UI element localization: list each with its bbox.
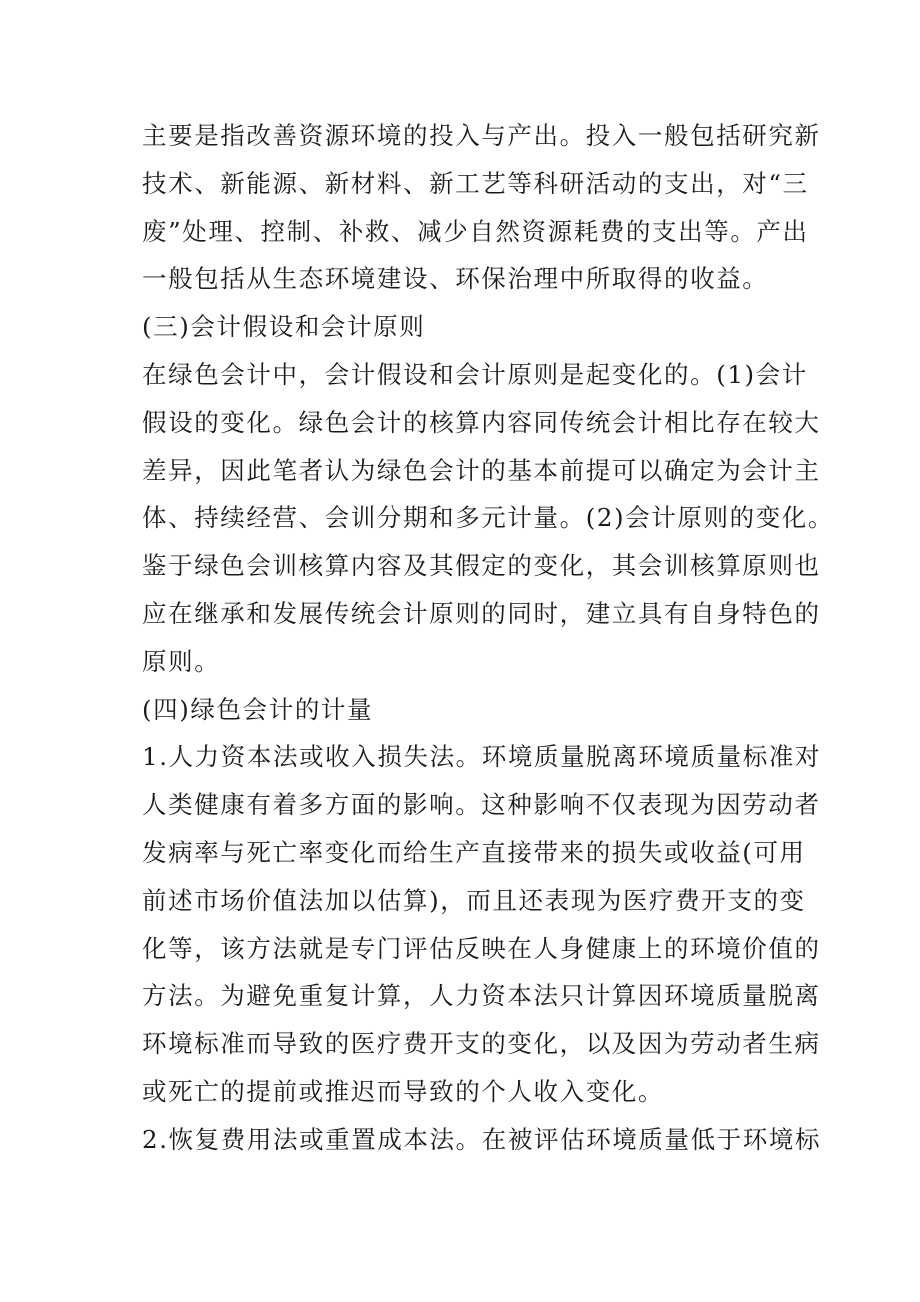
section-heading: (三)会计假设和会计原则 (142, 312, 426, 342)
paragraph-line: 1.人力资本法或收入损失法。环境质量脱离环境质量标准对 (142, 742, 822, 772)
paragraph-line: 原则。 (142, 646, 221, 676)
paragraph-line: 环境标准而导致的医疗费开支的变化，以及因为劳动者生病 (142, 1029, 821, 1059)
paragraph-line: 假设的变化。绿色会计的核算内容同传统会计相比存在较大 (142, 407, 821, 437)
section-heading: (四)绿色会计的计量 (142, 694, 374, 724)
paragraph-line: 体、持续经营、会训分期和多元计量。(2)会计原则的变化。 (142, 503, 835, 533)
paragraph-line: 应在继承和发展传统会计原则的同时，建立具有自身特色的 (142, 598, 821, 628)
paragraph-line: 差异，因此笔者认为绿色会计的基本前提可以确定为会计主 (142, 455, 821, 485)
paragraph-line: 方法。为避免重复计算，人力资本法只计算因环境质量脱离 (142, 981, 821, 1011)
paragraph-line: 人类健康有着多方面的影响。这种影响不仅表现为因劳动者 (142, 790, 821, 820)
paragraph-line: 在绿色会计中，会计假设和会计原则是起变化的。(1)会计 (142, 359, 808, 389)
paragraph-line: 主要是指改善资源环境的投入与产出。投入一般包括研究新 (142, 121, 821, 150)
paragraph-line: 发病率与死亡率变化而给生产直接带来的损失或收益(可用 (142, 837, 806, 867)
paragraph-line: 2.恢复费用法或重置成本法。在被评估环境质量低于环境标 (142, 1124, 822, 1154)
paragraph-line: 化等，该方法就是专门评估反映在人身健康上的环境价值的 (142, 933, 821, 963)
paragraph-line: 前述市场价值法加以估算)，而且还表现为医疗费开支的变 (142, 885, 806, 915)
paragraph-line: 技术、新能源、新材料、新工艺等科研活动的支出，对“三 (142, 168, 809, 198)
paragraph-line: 或死亡的提前或推迟而导致的个人收入变化。 (142, 1076, 664, 1106)
paragraph-line: 一般包括从生态环境建设、环保治理中所取得的收益。 (142, 264, 769, 294)
paragraph-line: 废”处理、控制、补救、减少自然资源耗费的支出等。产出 (142, 216, 809, 246)
paragraph-line: 鉴于绿色会训核算内容及其假定的变化，其会训核算原则也 (142, 551, 821, 581)
document-body (142, 112, 835, 1164)
